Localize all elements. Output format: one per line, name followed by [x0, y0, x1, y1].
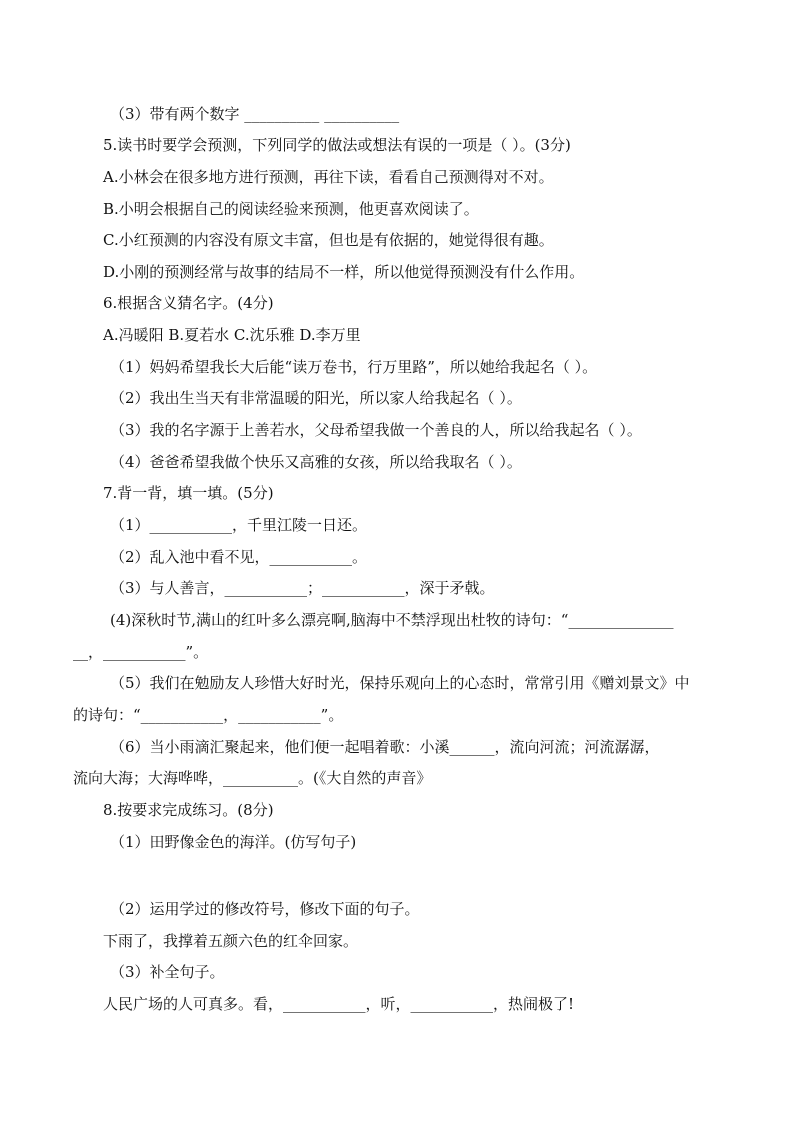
q6-item-2: （2）我出生当天有非常温暖的阳光，所以家人给我起名（ ）。 [110, 389, 522, 407]
question-8: 8.按要求完成练习。(8分) [103, 801, 274, 819]
q7-item-3: （3）与人善言，___________；___________，深于矛戟。 [110, 579, 495, 597]
question-6: 6.根据含义猜名字。(4分) [103, 294, 274, 312]
q5-option-d: D.小刚的预测经常与故事的结局不一样，所以他觉得预测没有什么作用。 [103, 263, 585, 281]
q8-item-3-sentence: 人民广场的人可真多。看，___________，听，___________，热闹极了! [103, 995, 575, 1013]
q6-item-3: （3）我的名字源于上善若水，父母希望我做一个善良的人，所以给我起名（ ）。 [110, 421, 642, 439]
q7-item-6-line1: （6）当小雨滴汇聚起来，他们便一起唱着歌：小溪______，流向河流；河流潺潺， [110, 738, 660, 756]
q7-item-4-line2: __，___________”。 [73, 643, 209, 661]
q6-item-4: （4）爸爸希望我做个快乐又高雅的女孩，所以给我取名（ ）。 [110, 453, 522, 471]
q7-item-1: （1）___________，千里江陵一日还。 [110, 516, 368, 534]
q7-item-6-line2: 流向大海；大海哗哗，__________。(《大自然的声音》 [73, 769, 432, 787]
q6-item-1: （1）妈妈希望我长大后能“读万卷书，行万里路”，所以她给我起名（ ）。 [110, 358, 598, 376]
q5-option-b: B.小明会根据自己的阅读经验来预测，他更喜欢阅读了。 [103, 200, 479, 218]
q7-item-2: （2）乱入池中看不见，___________。 [110, 548, 368, 566]
q6-options: A.冯暖阳 B.夏若水 C.沈乐雅 D.李万里 [103, 326, 361, 344]
q8-item-1: （1）田野像金色的海洋。(仿写句子) [110, 833, 357, 851]
question-7: 7.背一背，填一填。(5分) [103, 484, 274, 502]
q5-option-c: C.小红预测的内容没有原文丰富，但也是有依据的，她觉得很有趣。 [103, 231, 554, 249]
q8-item-2: （2）运用学过的修改符号，修改下面的句子。 [110, 900, 420, 918]
q7-item-5-line1: （5）我们在勉励友人珍惜大好时光，保持乐观向上的心态时，常常引用《赠刘景文》中 [110, 674, 690, 692]
q8-item-2-sentence: 下雨了，我撑着五颜六色的红伞回家。 [103, 932, 359, 950]
q7-item-5-line2: 的诗句：“___________，___________”。 [73, 706, 344, 724]
q8-item-3: （3）补全句子。 [110, 963, 225, 981]
question-5: 5.读书时要学会预测，下列同学的做法或想法有误的一项是（ ）。(3分) [103, 136, 571, 154]
q7-item-4-line1: (4)深秋时节,满山的红叶多么漂亮啊,脑海中不禁浮现出杜牧的诗句：“______________ [110, 611, 674, 629]
q4-item-3: （3）带有两个数字 __________ __________ [110, 105, 400, 123]
q5-option-a: A.小林会在很多地方进行预测，再往下读，看看自己预测得对不对。 [103, 168, 554, 186]
